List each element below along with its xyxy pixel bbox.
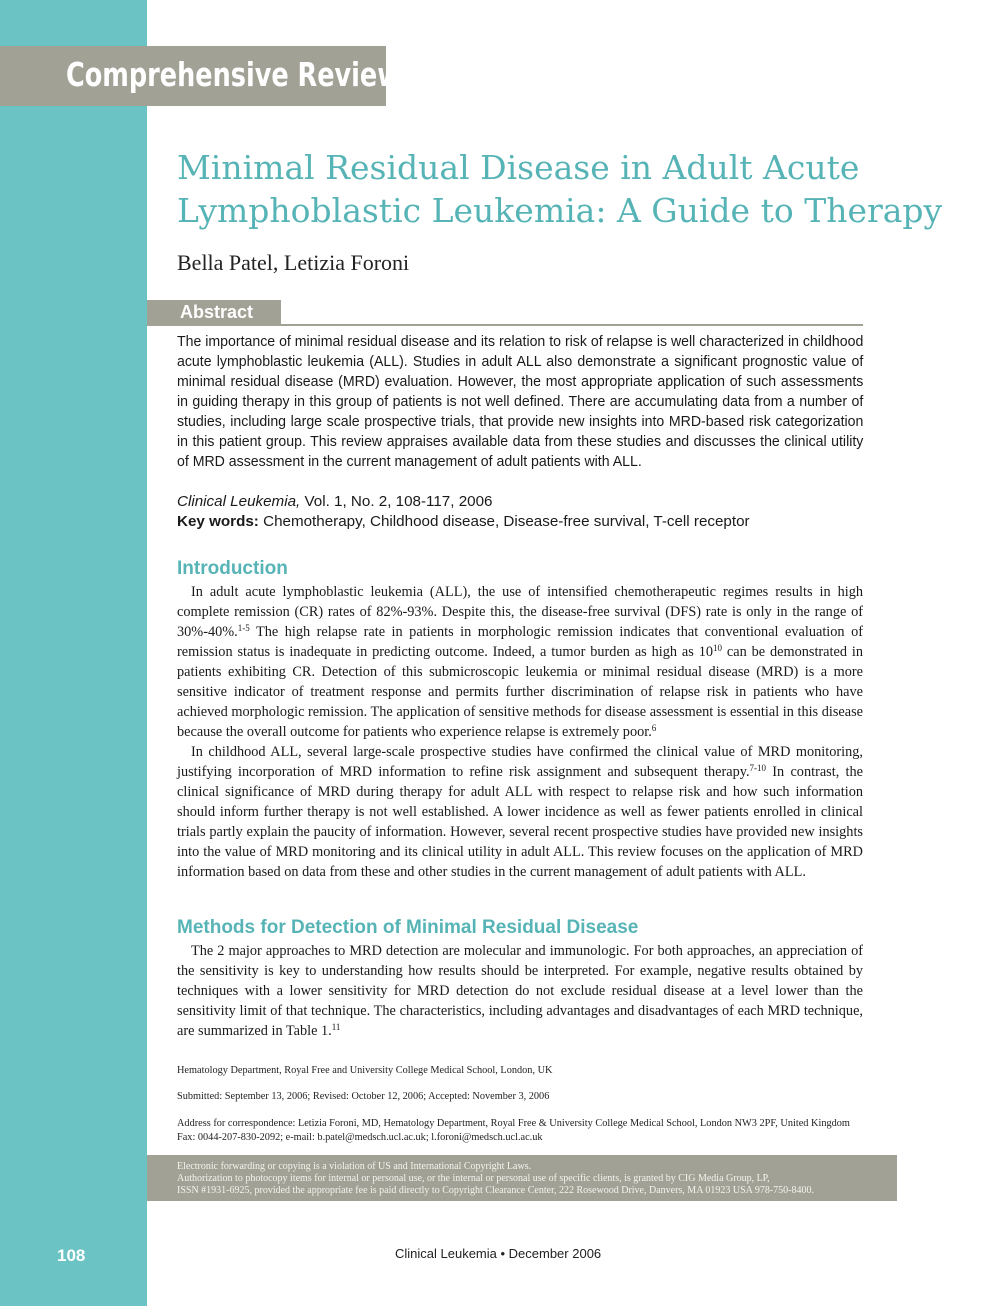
abstract-divider — [147, 324, 863, 326]
introduction-body — [177, 582, 863, 882]
page-number: 108 — [57, 1246, 86, 1265]
introduction-paragraph-2: In childhood ALL, several large-scale prospective studies have confirmed the clinical value of MRD monitoring, justifying incorporation of MRD information to refine risk assignment and subsequent therapy.$^{7-10}$ In contrast, the clinical significance of MRD during therapy for adult ALL with respect to relapse risk and how such information should inform further therapy is not well established. A lower incidence as well as fewer patients enrolled in clinical trials partly explain the paucity of information. However, several recent prospective studies have provided new insights into the value of MRD monitoring and its clinical utility in adult ALL. This review focuses on the application of MRD information based on data from these and other studies in the current management of adult patients with ALL. — [177, 744, 863, 880]
copyright-line-3: ISSN #1931-6925, provided the appropriate fee is paid directly to Copyright Clearance Center, 222 Rosewood Drive, Danvers, MA 01923 USA 978-750-8400. — [177, 1185, 814, 1196]
left-sidebar-band — [0, 0, 147, 1306]
reference-mark: 11 — [331, 1022, 341, 1032]
section-banner-label: Comprehensive Review — [66, 55, 401, 94]
article-title: Minimal Residual Disease in Adult Acute Lymphoblastic Leukemia: A Guide to Therapy — [177, 148, 943, 230]
abstract-heading: Abstract — [180, 302, 254, 322]
citation-details: Vol. 1, No. 2, 108-117, 2006 — [300, 493, 493, 510]
citation-block — [177, 492, 877, 532]
abstract-text: The importance of minimal residual disease and its relation to risk of relapse is well characterized in childhood acute lymphoblastic leukemia (ALL). Studies in adult ALL also demonstrate a significant prognostic value of minimal residual disease (MRD) evaluation. However, the most appropriate application of such assessments in guiding therapy in this group of patients is not well defined. There are accumulating data from a number of studies, including large scale prospective trials, that provide new insights into MRD-based risk categorization in this patient group. This review appraises available data from these studies and discusses the clinical utility of MRD assessment in the current management of adult patients with ALL. — [177, 333, 864, 470]
keywords-list: Chemotherapy, Childhood disease, Disease-free survival, T-cell receptor — [258, 513, 750, 530]
copyright-notice — [147, 1155, 897, 1201]
correspondence-address: Address for correspondence: Letizia Foroni, MD, Hematology Department, Royal Free & University College Medical School, London NW3 2PF, United Kingdom — [177, 1118, 850, 1129]
copyright-line-1: Electronic forwarding or copying is a violation of US and International Copyright Laws. — [177, 1161, 532, 1172]
methods-heading: Methods for Detection of Minimal Residual Disease — [177, 917, 639, 938]
exponent: 10 — [713, 643, 722, 653]
reference-mark: 6 — [651, 723, 657, 733]
affiliation-note: Hematology Department, Royal Free and University College Medical School, London, UK — [177, 1065, 553, 1076]
running-footer: Clinical Leukemia • December 2006 — [395, 1246, 602, 1261]
citation-line — [177, 492, 877, 512]
correspondence-contact: Fax: 0044-207-830-2092; e-mail: b.patel@medsch.ucl.ac.uk; l.foroni@medsch.ucl.ac.uk — [177, 1132, 543, 1143]
introduction-paragraph-1: In adult acute lymphoblastic leukemia (ALL), the use of intensified chemotherapeutic regimes results in high complete remission (CR) rates of 82%-93%. Despite this, the disease-free survival (DFS) rate is only in the range of 30%-40%.$^{1-5}$ The high relapse rate in patients in morphologic remission indicates that conventional evaluation of remission status is inadequate in predicting outcome. Indeed, a tumor burden as high as $10^{10}$ can be demonstrated in patients exhibiting CR. Detection of this submicroscopic leukemia or minimal residual disease (MRD) is a more sensitive indicator of treatment response and permits further discrimination of relapse risk in patients who have achieved morphologic remission. The application of sensitive methods for disease assessment is essential in this disease because the overall outcome for patients who experience relapse is extremely poor.$^6$ — [177, 584, 863, 740]
copyright-line-2: Authorization to photocopy items for internal or personal use, or the internal or personal use of specific clients, is granted by CIG Media Group, LP, — [177, 1173, 770, 1184]
journal-name: Clinical Leukemia, — [177, 493, 301, 510]
section-banner — [0, 46, 401, 106]
article-authors: Bella Patel, Letizia Foroni — [177, 250, 410, 275]
keywords-label: Key words: — [177, 513, 259, 530]
reference-mark: 1-5 — [237, 623, 250, 633]
keywords-line — [177, 512, 877, 532]
introduction-heading: Introduction — [177, 558, 288, 579]
reference-mark: 7-10 — [749, 763, 767, 773]
methods-paragraph-1: The 2 major approaches to MRD detection are molecular and immunologic. For both approaches, an appreciation of the sensitivity is key to understanding how results should be interpreted. For example, negative results obtained by techniques with a lower sensitivity for MRD detection do not exclude residual disease at a level lower than the sensitivity limit of that technique. The characteristics, including advantages and disadvantages of each MRD technique, are summarized in Table 1.11 — [177, 943, 863, 1039]
abstract-heading-tab — [147, 300, 281, 325]
methods-body — [177, 941, 863, 1041]
dates-note: Submitted: September 13, 2006; Revised: October 12, 2006; Accepted: November 3, 2006 — [177, 1091, 550, 1102]
